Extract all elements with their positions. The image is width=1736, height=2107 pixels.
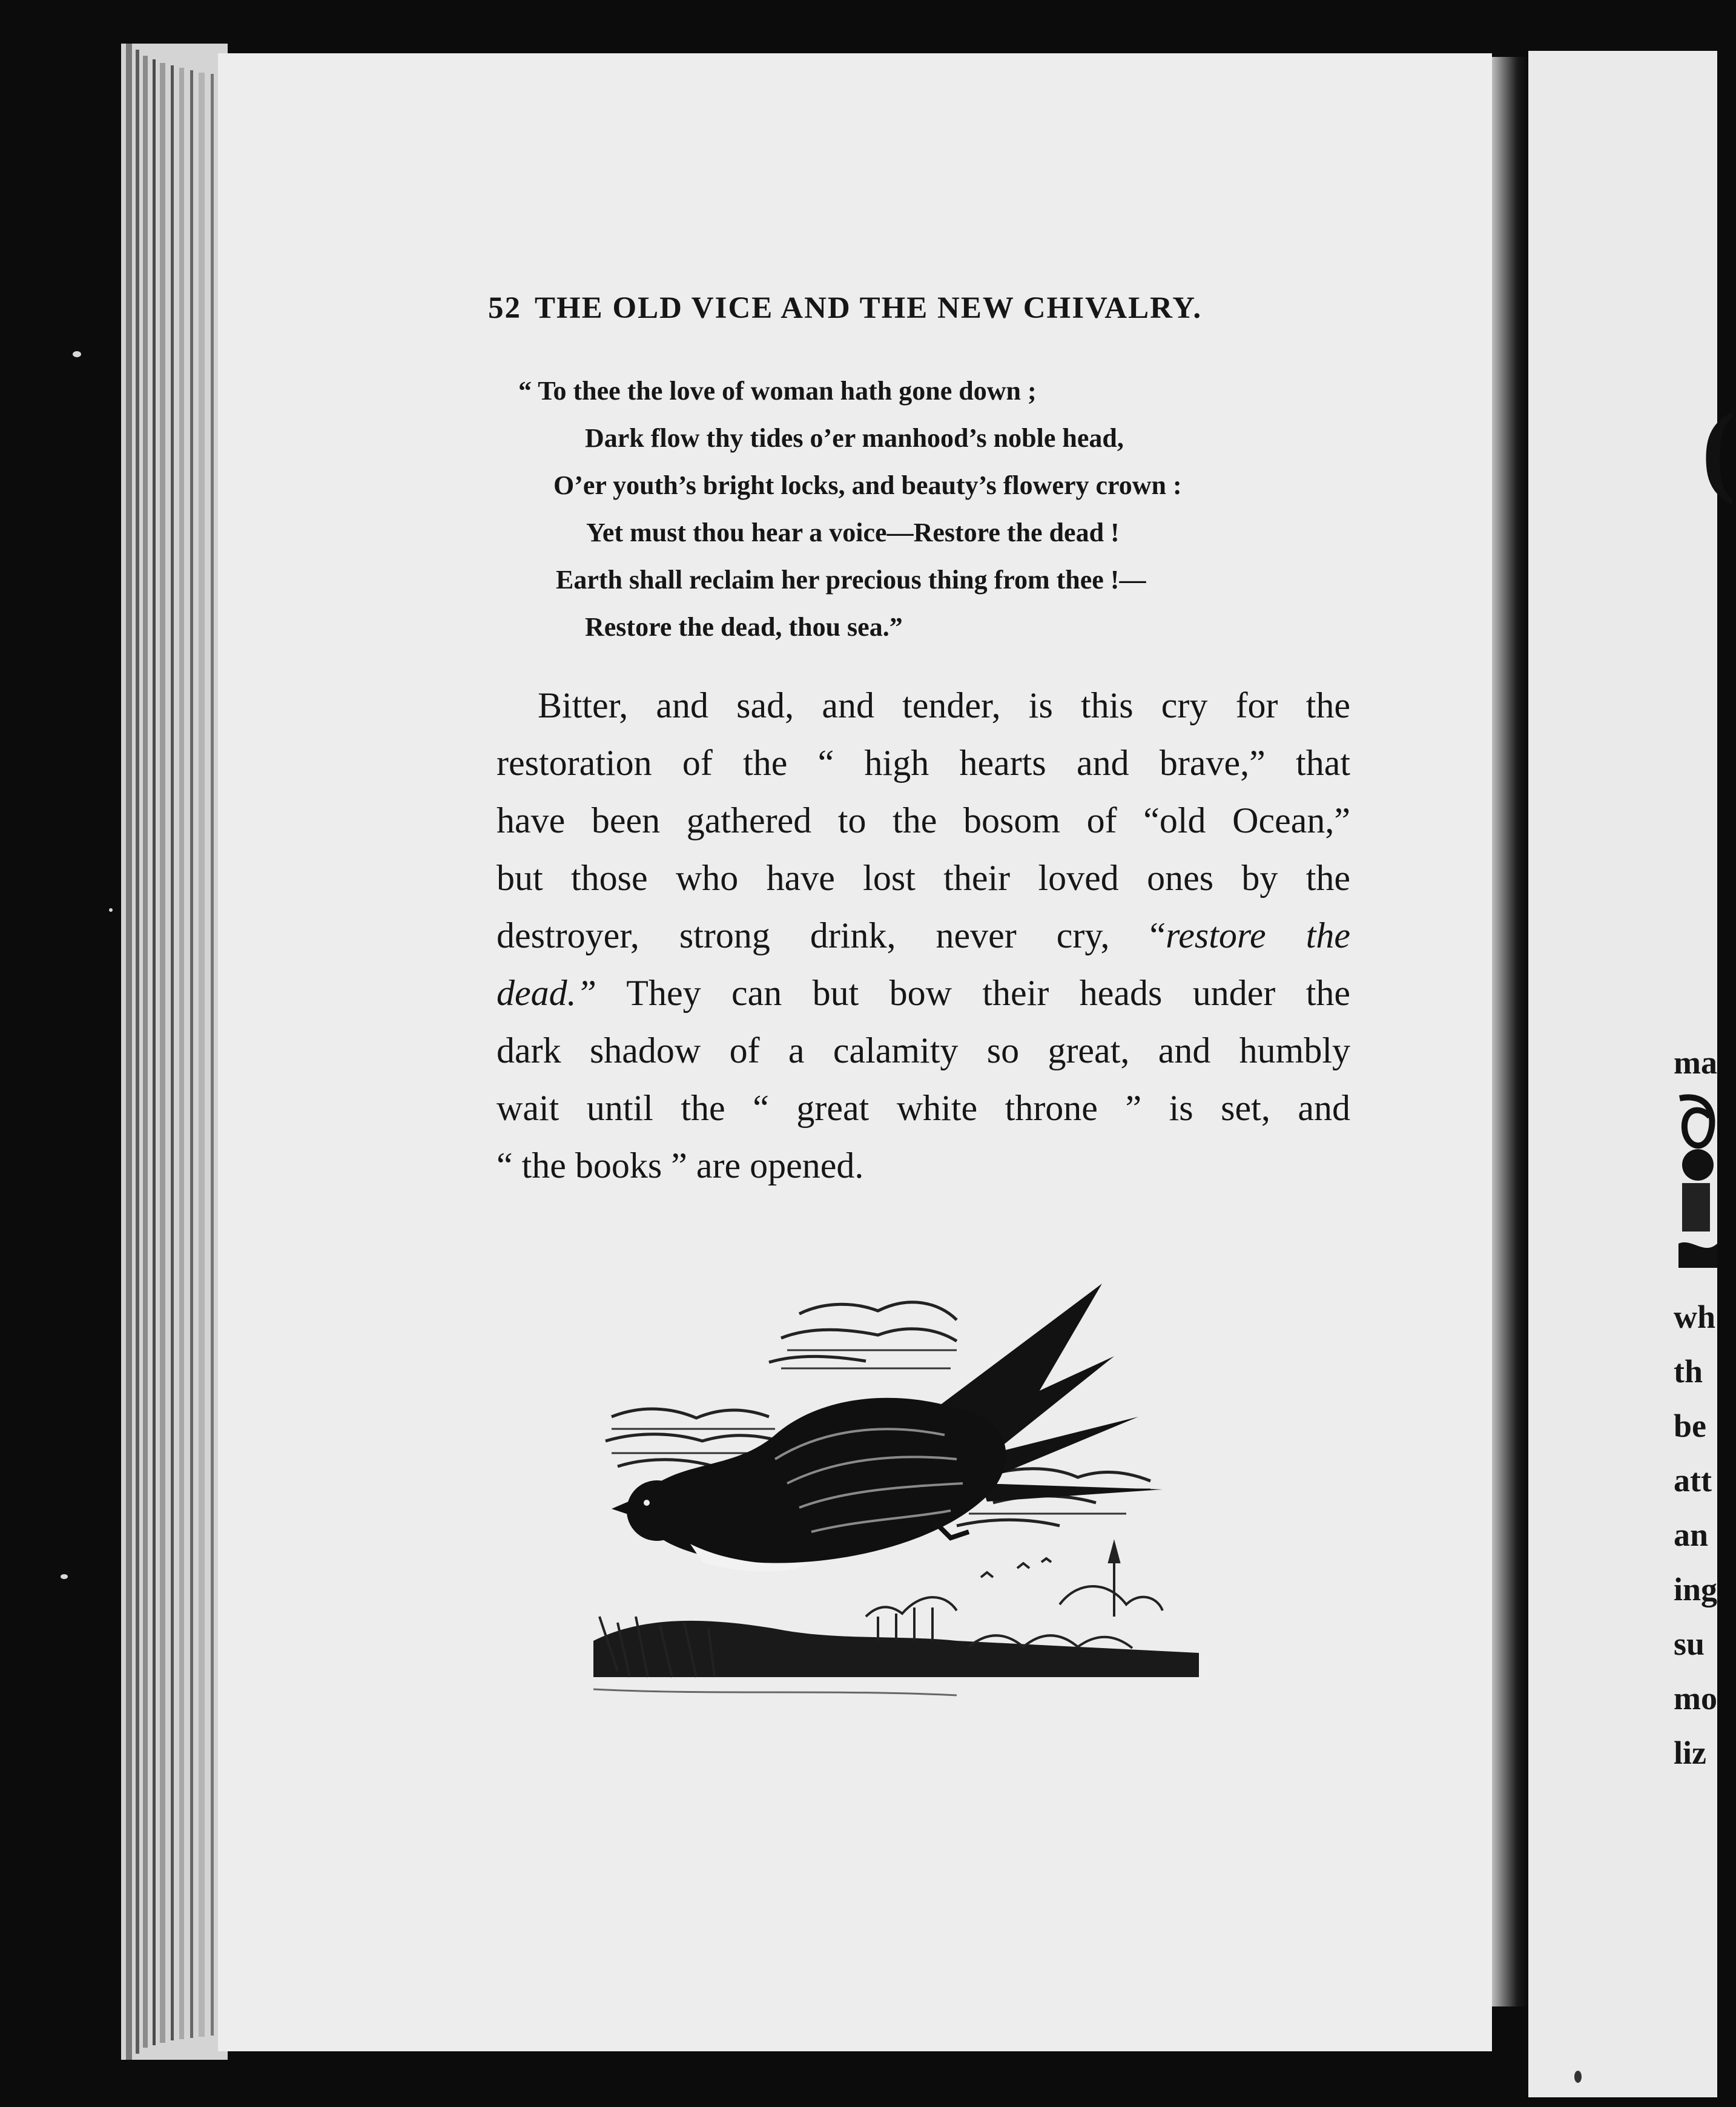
facing-fragment: ing bbox=[1674, 1571, 1718, 1607]
decorated-initial-icon bbox=[1674, 1092, 1717, 1274]
prose-line bbox=[497, 908, 1350, 963]
prose-italic-text: dead.” bbox=[497, 973, 596, 1013]
scan-speck bbox=[73, 351, 81, 357]
poem-line: Earth shall reclaim her precious thing from thee !— bbox=[556, 565, 1146, 595]
prose-line: but those who have lost their loved ones by the bbox=[497, 858, 1350, 898]
poem-line: Restore the dead, thou sea.” bbox=[585, 612, 903, 642]
poem-line: “ To thee the love of woman hath gone down ; bbox=[518, 376, 1037, 406]
right-facing-page bbox=[1528, 51, 1736, 2097]
facing-fragment: su bbox=[1674, 1626, 1705, 1662]
page-edges-icon bbox=[121, 44, 228, 2060]
facing-fragment: be bbox=[1674, 1408, 1706, 1444]
facing-large-letter: ( bbox=[1701, 392, 1736, 506]
scan-speck bbox=[61, 1574, 68, 1579]
book-gutter bbox=[1492, 57, 1528, 2006]
prose-line: Bitter, and sad, and tender, is this cry for the bbox=[538, 685, 1350, 725]
facing-fragment: mo bbox=[1674, 1680, 1717, 1716]
scan-speck bbox=[109, 908, 113, 912]
poem-line: O’er youth’s bright locks, and beauty’s flowery crown : bbox=[553, 470, 1182, 500]
facing-fragment: liz bbox=[1674, 1735, 1706, 1771]
running-head bbox=[488, 291, 1263, 326]
facing-fragment: an bbox=[1674, 1517, 1709, 1553]
poem-line: Yet must thou hear a voice—Restore the dead ! bbox=[586, 518, 1120, 547]
page-number: 52 bbox=[488, 291, 521, 325]
facing-fragment: att bbox=[1674, 1462, 1712, 1499]
prose-text: They can but bow their heads under the bbox=[596, 973, 1350, 1013]
prose-line bbox=[497, 966, 1350, 1020]
facing-fragment: ma bbox=[1674, 1044, 1717, 1081]
poem-line: Dark flow thy tides o’er manhood’s noble head, bbox=[585, 423, 1124, 453]
prose-line: wait until the “ great white throne ” is set, and bbox=[497, 1088, 1350, 1128]
prose-text: destroyer, strong drink, never cry, “ bbox=[497, 915, 1166, 955]
prose-line: restoration of the “ high hearts and brave,” that bbox=[497, 743, 1350, 783]
prose-line: have been gathered to the bosom of “old Ocean,” bbox=[497, 800, 1350, 840]
facing-fragment: wh bbox=[1674, 1299, 1716, 1335]
prose-line: “ the books ” are opened. bbox=[497, 1146, 864, 1185]
running-title: THE OLD VICE AND THE NEW CHIVALRY. bbox=[535, 291, 1203, 325]
prose-line: dark shadow of a calamity so great, and humbly bbox=[497, 1030, 1350, 1070]
scan-speck bbox=[1574, 2071, 1582, 2083]
prose-italic-text: restore the bbox=[1166, 915, 1350, 955]
swallow-woodcut-icon bbox=[593, 1278, 1272, 1726]
facing-fragment: th bbox=[1674, 1353, 1703, 1390]
